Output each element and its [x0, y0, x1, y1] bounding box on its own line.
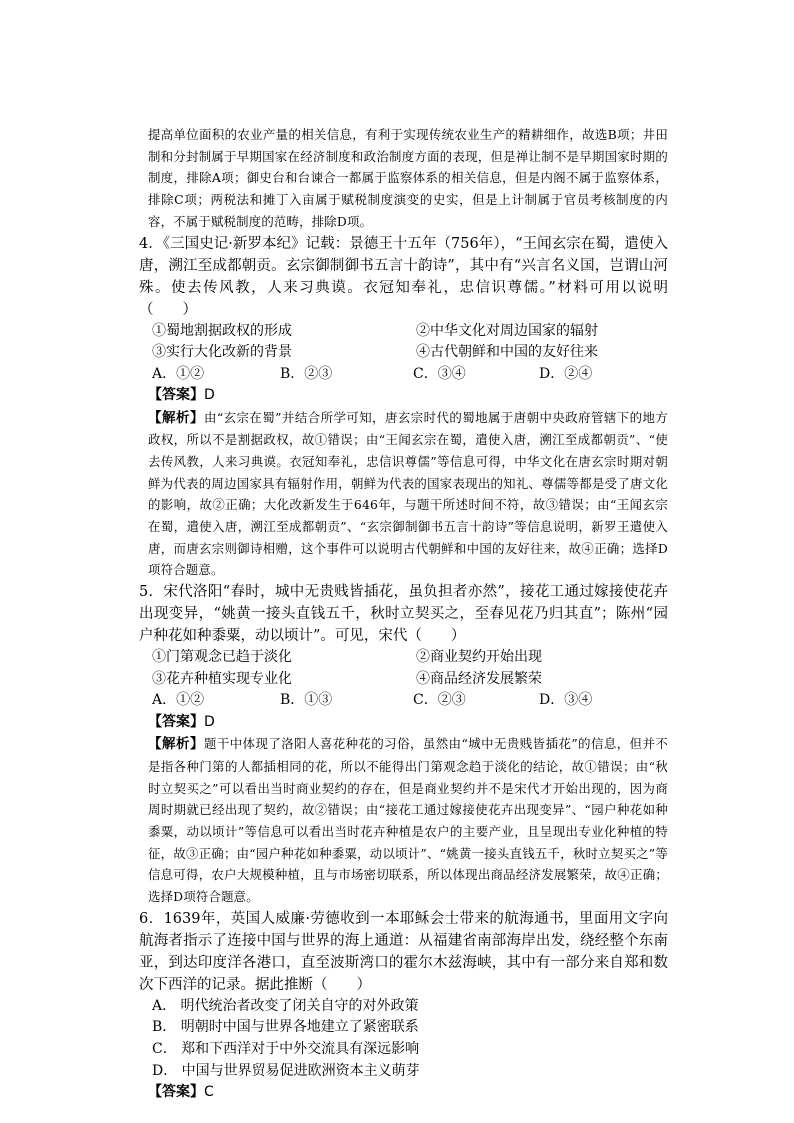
question-5: [139, 581, 668, 647]
answer-value: D: [204, 713, 215, 730]
previous-explanation: 提高单位面积的农业产量的相关信息，有利于实现传统农业生产的精耕细作，故选B项；井田制和分封制属于早期国家在经济制度和政治制度方面的表现，但是禅让制不是早期国家时期的制度，排除A项；御史台和台谏合一都属于监察体系的相关信息，但是内阁不属于监察体系，排除C项；两税法和摊丁入亩属于赋税制度演变的史实，但是上计制属于官员考核制度的内容，不属于赋税制度的范畴，排除D项。: [148, 127, 668, 229]
answer-value: C: [204, 1084, 214, 1101]
question-4-text: 《三国史记·新罗本纪》记载：景德王十五年（756年），“王闻玄宗在蜀，遣使入唐，溯江至成都朝贡。玄宗御制御书五言十韵诗”，其中有“兴言名义国，岂谓山河殊。使去传风教，人来习典谟。衣冠知奉礼，忠信识尊儒。”材料可用以说明（ ）: [139, 235, 668, 318]
question-4-answer: [148, 385, 668, 407]
question-6: [139, 908, 668, 996]
question-5-text: 宋代洛阳“春时，城中无贵贱皆插花，虽负担者亦然”，接花工通过嫁接使花卉出现变异，“姚黄一接头直钱五千，秋时立契买之，至春见花乃归其直”；陈州“园户种花如种黍粟，动以顷计”。可见，宋代（ ）: [139, 584, 668, 645]
question-6-text: 1639年，英国人威廉·劳德收到一本耶稣会士带来的航海通书，里面用文字向航海者指示了连接中国与世界的海上通道：从福建省南部海岸出发，绕经整个东南亚，到达印度洋各港口，直至波斯湾口的霍尔木兹海峡，其中有一部分来自郑和数次下西洋的记录。据此推断（ ）: [139, 910, 668, 993]
question-6-choices: [148, 996, 668, 1082]
question-4: [139, 233, 668, 321]
question-5-answer: [148, 712, 668, 734]
question-5-choices: [148, 690, 668, 712]
question-6-answer: [148, 1082, 668, 1104]
page-content: [139, 124, 668, 1104]
choice: D．②④: [539, 365, 593, 382]
choice: C．②③: [413, 692, 466, 709]
choice: A．①②: [152, 692, 205, 709]
choice: B．①③: [280, 692, 333, 709]
statement: ④古代朝鲜和中国的友好往来: [416, 344, 598, 361]
explanation-text: 由“玄宗在蜀”并结合所学可知，唐玄宗时代的蜀地属于唐朝中央政府管辖下的地方政权，所以不是割据政权，故①错误；由“王闻玄宗在蜀，遣使入唐，溯江至成都朝贡”、“使去传风教，人来习典谟。衣冠知奉礼，忠信识尊儒”等信息可得，中华文化在唐玄宗时期对朝鲜为代表的周边国家具有辐射作用，朝鲜为代表的国家表现出的知礼、尊儒等都是受了唐文化的影响，故②正确；大化改新发生于646年，与题干所述时间不符，故③错误；由“王闻玄宗在蜀，遣使入唐，溯江至成都朝贡”、“玄宗御制御书五言十韵诗”等信息说明，新罗王遣使入唐，而唐玄宗则御诗相赠，这个事件可以说明古代朝鲜和中国的友好往来，故④正确；选择D项符合题意。: [148, 409, 668, 578]
question-4-explanation: [148, 407, 668, 582]
question-4-stem: [139, 233, 668, 321]
choice: A．①②: [152, 365, 205, 382]
question-4-choices: [148, 364, 668, 386]
choice: A． 明代统治者改变了闭关自守的对外政策: [152, 997, 419, 1014]
statement: ④商品经济发展繁荣: [416, 670, 542, 687]
question-4-statements: [148, 321, 668, 364]
answer-tag: 【答案】: [148, 713, 204, 730]
explanation-tag: 【解析】: [148, 736, 204, 753]
statement: ③实行大化改新的背景: [152, 344, 292, 361]
choice: B． 明朝时中国与世界各地建立了紧密联系: [152, 1019, 419, 1036]
statement: ②商业契约开始出现: [416, 649, 542, 666]
answer-value: D: [204, 387, 215, 404]
explanation-text: 题干中体现了洛阳人喜花种花的习俗，虽然由“城中无贵贱皆插花”的信息，但并不是指各种门第的人都插相同的花，所以不能得出门第观念趋于淡化的结论，故①错误；由“秋时立契买之”可以看出当时商业契约的存在，但是商业契约并不是宋代才开始出现的，因为商周时期就已经出现了契约，故②错误；由“接花工通过嫁接使花卉出现变异”、“园户种花如种黍粟，动以顷计”等信息可以看出当时花卉种植是农户的主要产业，且呈现出专业化种植的特征，故③正确；由“园户种花如种黍粟，动以顷计”、“姚黄一接头直钱五千，秋时立契买之”等信息可得，农户大规模种植，且与市场密切联系，所以体现出商品经济发展繁荣，故④正确；选择D项符合题意。: [148, 736, 668, 905]
question-5-number: 5．: [139, 584, 164, 601]
statement: ②中华文化对周边国家的辐射: [416, 322, 598, 339]
statement: ③花卉种植实现专业化: [152, 670, 292, 687]
choice: D． 中国与世界贸易促进欧洲资本主义萌芽: [152, 1062, 420, 1079]
question-4-number: 4．: [139, 235, 163, 252]
question-5-explanation: [148, 733, 668, 908]
explanation-tag: 【解析】: [148, 409, 204, 426]
question-6-number: 6．: [139, 910, 164, 927]
question-5-stem: [139, 581, 668, 647]
answer-tag: 【答案】: [148, 1084, 204, 1101]
question-6-stem: [139, 908, 668, 996]
choice: C．③④: [413, 365, 466, 382]
statement: ①蜀地割据政权的形成: [152, 322, 292, 339]
question-5-statements: [148, 647, 668, 690]
choice: D．③④: [539, 692, 593, 709]
choice: C． 郑和下西洋对于中外交流具有深远影响: [152, 1040, 420, 1057]
statement: ①门第观念已趋于淡化: [152, 649, 292, 666]
choice: B．②③: [280, 365, 333, 382]
answer-tag: 【答案】: [148, 387, 204, 404]
